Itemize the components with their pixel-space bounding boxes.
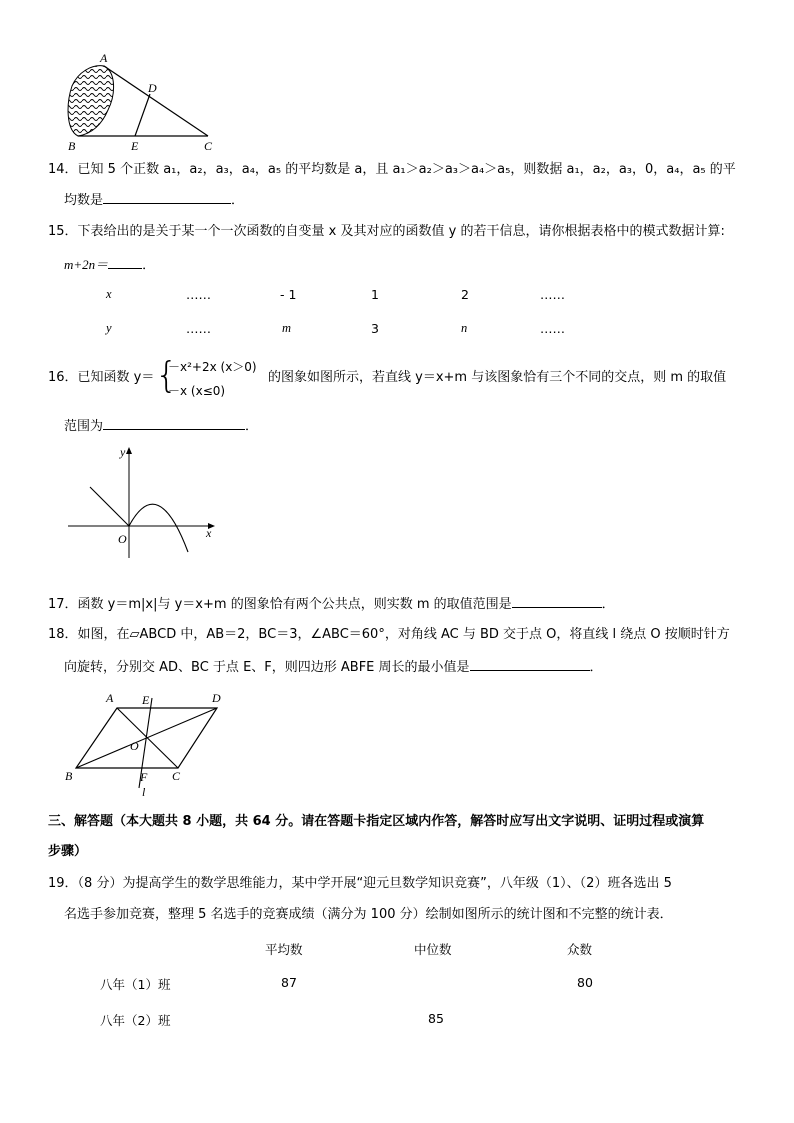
q16-prefix: 16．已知函数 y＝ [48, 370, 155, 385]
label-E: E [131, 139, 139, 153]
answer-blank-14[interactable] [103, 190, 231, 204]
q15-x-cell: 1 [371, 287, 379, 302]
label-A: A [106, 691, 114, 705]
q19-line2: 名选手参加竞赛，整理 5 名选手的竞赛成绩（满分为 100 分）绘制如图所示的统计图和不完整的统计表． [64, 907, 673, 922]
q16-brace: { [155, 355, 178, 396]
label-C: C [204, 139, 213, 153]
q15-line1: 15．下表给出的是关于某一个一次函数的自变量 x 及其对应的函数值 y 的若干信息，请你根据表格中的模式数据计算: [48, 224, 725, 239]
answer-blank-17[interactable] [512, 594, 602, 608]
label-D: D [148, 81, 157, 95]
label-O: O [130, 739, 139, 753]
q18-line1: 18．如图，在▱ABCD 中，AB＝2，BC＝3，∠ABC＝60°，对角线 AC 与 BD 交于点 O，将直线 l 绕点 O 按顺时针方 [48, 627, 730, 642]
cell-mean: 87 [281, 975, 297, 990]
figure-triangle-shaded [58, 50, 228, 155]
answer-blank-18[interactable] [470, 657, 590, 671]
q16-suffix: 的图象如图所示，若直线 y＝x+m 与该图象恰有三个不同的交点，则 m 的取值 [268, 370, 727, 385]
q16-piece1: －x²+2x (x＞0) [168, 360, 257, 374]
q15-y-cell: …… [186, 321, 211, 336]
q15-y-label: y [106, 321, 112, 335]
q15-y-cell: m [282, 321, 292, 335]
q19-line1: 19．（8 分）为提高学生的数学思维能力，某中学开展“迎元旦数学知识竞赛”，八年级（1）、（2）班各选出 5 [48, 876, 672, 891]
q16-line2: 范围为 ． [64, 416, 258, 436]
axis-y-label: y [120, 445, 126, 459]
q18-line2: 向旋转，分别交 AD、BC 于点 E、F，则四边形 ABFE 周长的最小值是 ． [64, 657, 603, 677]
q16-line2-text: 范围为 [64, 419, 104, 434]
q18-line2-text: 向旋转，分别交 AD、BC 于点 E、F，则四边形 ABFE 周长的最小值是 [64, 660, 470, 675]
shaded-region [68, 66, 114, 136]
header-median: 中位数 [414, 942, 452, 957]
row-label: 八年（2）班 [100, 1013, 171, 1028]
cell-mode: 80 [577, 975, 593, 990]
header-mode: 众数 [567, 942, 593, 957]
origin-label: O [118, 532, 127, 546]
label-D: D [212, 691, 221, 705]
label-A: A [100, 51, 108, 65]
q15-x-cell: 2 [461, 287, 469, 302]
q16-graph [60, 440, 230, 560]
q15-x-cell: …… [186, 287, 211, 302]
q16-piece2: －x (x≤0) [168, 384, 226, 398]
q15-x-cell: - 1 [280, 287, 297, 302]
header-mean: 平均数 [265, 942, 303, 957]
q14-line2: 均数是 ． [64, 190, 244, 210]
q15-expression: m+2n＝ [64, 257, 109, 272]
axis-x-label: x [206, 526, 212, 540]
q15-y-cell: …… [540, 321, 565, 336]
label-B: B [68, 139, 76, 153]
label-F: F [140, 770, 148, 784]
q15-x-label: x [106, 287, 112, 301]
q17-line: 17．函数 y＝m|x|与 y＝x+m 的图象恰有两个公共点，则实数 m 的取值范围是 ． [48, 594, 615, 614]
label-E: E [142, 693, 150, 707]
cell-median: 85 [428, 1011, 444, 1026]
q15-y-cell: n [461, 321, 468, 335]
q14-line1: 14．已知 5 个正数 a₁，a₂，a₃，a₄，a₅ 的平均数是 a，且 a₁＞a₂＞a₃＞a₄＞a₅，则数据 a₁，a₂，a₃，0，a₄，a₅ 的平 [48, 162, 736, 177]
q14-line2-text: 均数是 [64, 193, 104, 208]
q17-text: 17．函数 y＝m|x|与 y＝x+m 的图象恰有两个公共点，则实数 m 的取值范围是 [48, 597, 512, 612]
answer-blank-16[interactable] [103, 416, 245, 430]
row-label: 八年（1）班 [100, 977, 171, 992]
section3-heading-line1: 三、解答题（本大题共 8 小题，共 64 分。请在答题卡指定区域内作答，解答时应写出文字说明、证明过程或演算 [48, 814, 705, 829]
answer-blank-15[interactable] [108, 255, 142, 269]
label-B: B [65, 769, 73, 783]
q15-x-cell: …… [540, 287, 565, 302]
label-l: l [142, 785, 146, 798]
q15-y-cell: 3 [371, 321, 379, 336]
label-C: C [172, 769, 181, 783]
section3-heading-line2: 步骤） [48, 844, 88, 859]
q15-line2: m+2n＝ ． [64, 257, 156, 273]
q18-parallelogram [60, 688, 230, 798]
